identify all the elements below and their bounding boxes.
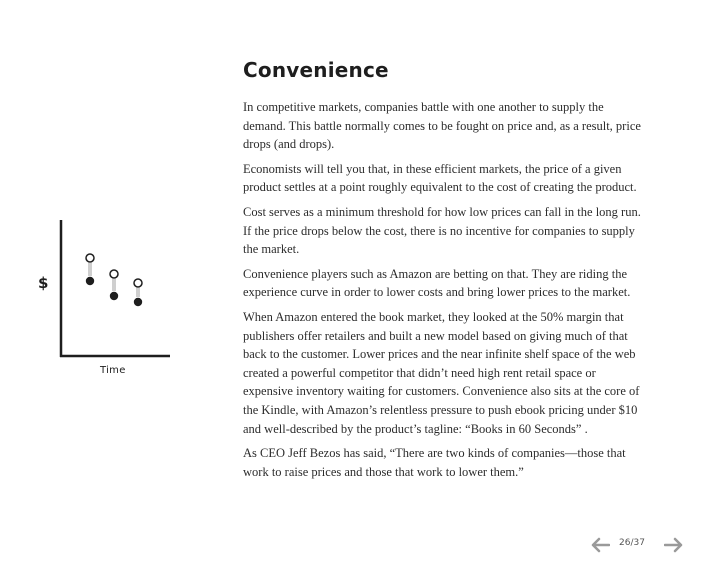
price-cost-diagram bbox=[30, 215, 190, 385]
page-navigation bbox=[588, 534, 688, 556]
cost-point bbox=[134, 298, 142, 306]
price-point bbox=[110, 270, 118, 278]
paragraph: In competitive markets, companies battle with one another to supply the demand. This battle normally comes to be fought on price and, as a result, price drops (and drops). bbox=[243, 100, 641, 152]
y-axis-label: $ bbox=[38, 274, 49, 292]
arrow-right-icon[interactable] bbox=[664, 537, 684, 553]
price-point bbox=[134, 279, 142, 287]
paragraph: Cost serves as a minimum threshold for how low prices can fall in the long run. If the price drops below the cost, there is no incentive for companies to supply the market. bbox=[243, 204, 641, 257]
paragraph: Economists will tell you that, in these efficient markets, the price of a given product settles at a point roughly equivalent to the cost of creating the product. bbox=[243, 161, 637, 195]
cost-point bbox=[110, 292, 118, 300]
page-indicator: 26/37 bbox=[619, 538, 645, 548]
paragraph: As CEO Jeff Bezos has said, “There are two kinds of companies—those that work to raise prices and those that work to lower them.” bbox=[243, 446, 626, 479]
x-axis-label: Time bbox=[100, 365, 126, 376]
arrow-left-icon[interactable] bbox=[590, 537, 610, 553]
paragraph: When Amazon entered the book market, they looked at the 50% margin that publishers offer retailers and built a new model based on giving much of that back to the customer. Lower prices and the near infinite shelf space of the web created a powerful competitor that didn’t need high rent retail space or expensive inventory waiting for customers. Convenience also sits at the core of the Kindle, with Amazon’s relentless pressure to push ebook pricing under $10 and well-described by the product’s tagline: “Books in 60 Seconds” . bbox=[243, 309, 640, 436]
paragraph: Convenience players such as Amazon are betting on that. They are riding the experience curve in order to lower costs and bring lower prices to the market. bbox=[243, 266, 631, 300]
page-title: Convenience bbox=[243, 58, 389, 82]
cost-point bbox=[86, 277, 94, 285]
diagram-canvas bbox=[30, 215, 190, 385]
body-text bbox=[243, 98, 645, 487]
price-point bbox=[86, 254, 94, 262]
